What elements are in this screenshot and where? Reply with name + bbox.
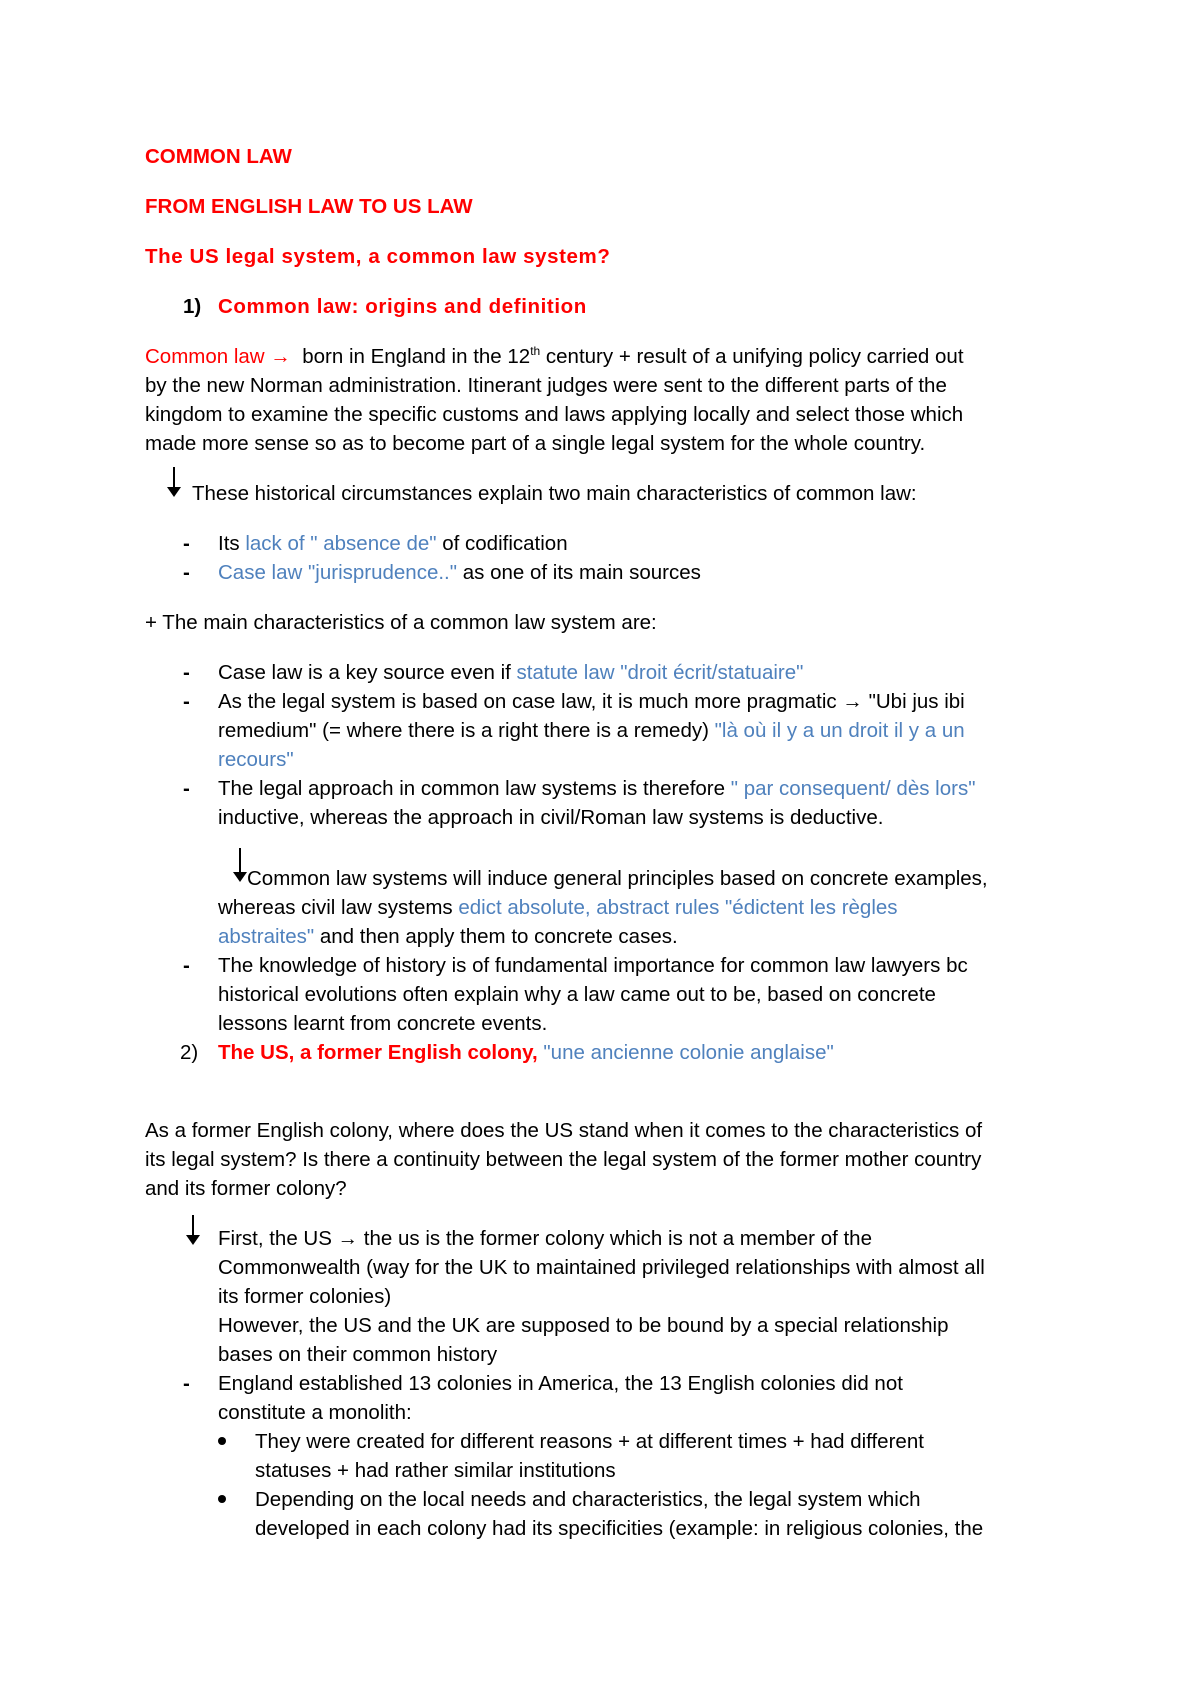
list-item-2-a: As the legal system is based on case law, it is much more pragmatic [218,690,843,713]
right-arrow-icon: → [337,1227,359,1250]
right-arrow-icon: → [270,345,291,368]
list-item-3-line-2: inductive, whereas the approach in civil/Roman law systems is deductive. [218,806,884,829]
section-2-number: 2) [180,1041,199,1064]
england-line-1: England established 13 colonies in America, the 13 English colonies did not [218,1372,903,1395]
first-line-5: bases on their common history [218,1343,498,1366]
dash-marker: - [183,661,190,684]
first-line-3: its former colonies) [218,1285,392,1308]
bullet-icon [218,1495,226,1503]
list-item-4-line-1: The knowledge of history is of fundamental importance for common law lawyers bc [218,954,968,977]
dash-marker: - [183,954,190,977]
england-line-2: constitute a monolith: [218,1401,412,1424]
dash-marker: - [183,1372,190,1395]
section-1-number: 1) [183,295,202,318]
list-item-4-line-3: lessons learnt from concrete events. [218,1012,548,1035]
induction-line-2-a: whereas civil law systems [218,896,459,919]
doc-subtitle: FROM ENGLISH LAW TO US LAW [145,195,473,218]
char-item-1-blue: lack of " absence de" [245,532,437,555]
main-characteristics: + The main characteristics of a common law system are: [145,611,657,634]
section-2-title: The US, a former English colony, [218,1041,538,1064]
bullet-2-line-2: developed in each colony had its specificities (example: in religious colonies, the [255,1517,984,1540]
first-line-2: Commonwealth (way for the UK to maintained privileged relationships with almost all [218,1256,985,1279]
para-line-1: As a former English colony, where does the US stand when it comes to the characteristics of [145,1119,983,1142]
char-item-2-blue: Case law "jurisprudence.." [218,561,458,584]
char-item-1-a: Its [218,532,246,555]
list-item-2-l2-blue: "là où il y a un droit il y a un [714,719,965,742]
list-item-1-blue: statute law "droit écrit/statuaire" [516,661,804,684]
dash-marker: - [183,690,190,713]
induction-line-3-blue: abstraites" [218,925,315,948]
para-line-2: its legal system? Is there a continuity between the legal system of the former mother country [145,1148,982,1171]
induction-line-3 [218,922,678,951]
bullet-1-line-2: statuses + had rather similar institutions [255,1459,616,1482]
intro-text-b: century + result of a unifying policy carried out [540,345,964,368]
intro-line-1 [145,342,964,371]
char-item-1-b: of codification [436,532,568,555]
doc-question: The US legal system, a common law system? [145,245,611,268]
induction-line-3-b: and then apply them to concrete cases. [314,925,678,948]
list-item-3-a: The legal approach in common law systems is therefore [218,777,731,800]
list-item-2-l2-a: remedium" (= where there is a right there is a remedy) [218,719,715,742]
first-line-1 [218,1224,872,1253]
bullet-2-line-1: Depending on the local needs and characteristics, the legal system which [255,1488,921,1511]
intro-line-4: made more sense so as to become part of a single legal system for the whole country. [145,432,926,455]
list-item-2-line-1 [218,687,965,716]
section-2-translation: "une ancienne colonie anglaise" [537,1041,834,1064]
down-arrow-icon [167,467,181,497]
induction-line-1: Common law systems will induce general principles based on concrete examples, [247,867,988,890]
char-item-2 [218,558,701,587]
doc-title: COMMON LAW [145,145,292,168]
section-2-heading [218,1038,834,1067]
right-arrow-icon: → [842,690,863,713]
ordinal-sup: th [530,344,541,359]
list-item-2-b: "Ubi jus ibi [862,690,965,713]
first-line-1-b: the us is the former colony which is not a member of the [358,1227,872,1250]
down-arrow-icon [186,1215,200,1245]
dash-marker: - [183,561,190,584]
intro-line-2: by the new Norman administration. Itinerant judges were sent to the different parts of the [145,374,947,397]
char-item-2-b: as one of its main sources [457,561,701,584]
list-item-3-blue: " par consequent/ dès lors" [730,777,976,800]
list-item-2-line-2 [218,716,965,745]
dash-marker: - [183,532,190,555]
dash-marker: - [183,777,190,800]
induction-line-2 [218,893,898,922]
list-item-1-a: Case law is a key source even if [218,661,517,684]
induction-line-2-blue: edict absolute, abstract rules "édictent les règles [458,896,898,919]
historical-circumstances: These historical circumstances explain two main characteristics of common law: [192,482,917,505]
char-item-1 [218,529,568,558]
para-line-3: and its former colony? [145,1177,347,1200]
list-item-1 [218,658,803,687]
bullet-1-line-1: They were created for different reasons + at different times + had different [255,1430,924,1453]
list-item-2-line-3: recours" [218,748,294,771]
intro-text-a: born in England in the 12 [302,345,531,368]
down-arrow-icon [233,848,247,882]
list-item-3-line-1 [218,774,975,803]
bullet-icon [218,1437,226,1445]
list-item-4-line-2: historical evolutions often explain why a law came out to be, based on concrete [218,983,936,1006]
intro-line-3: kingdom to examine the specific customs and laws applying locally and select those which [145,403,964,426]
common-law-term: Common law [145,345,265,368]
first-line-4: However, the US and the UK are supposed to be bound by a special relationship [218,1314,949,1337]
first-line-1-a: First, the US [218,1227,338,1250]
section-1-title: Common law: origins and definition [218,295,587,318]
